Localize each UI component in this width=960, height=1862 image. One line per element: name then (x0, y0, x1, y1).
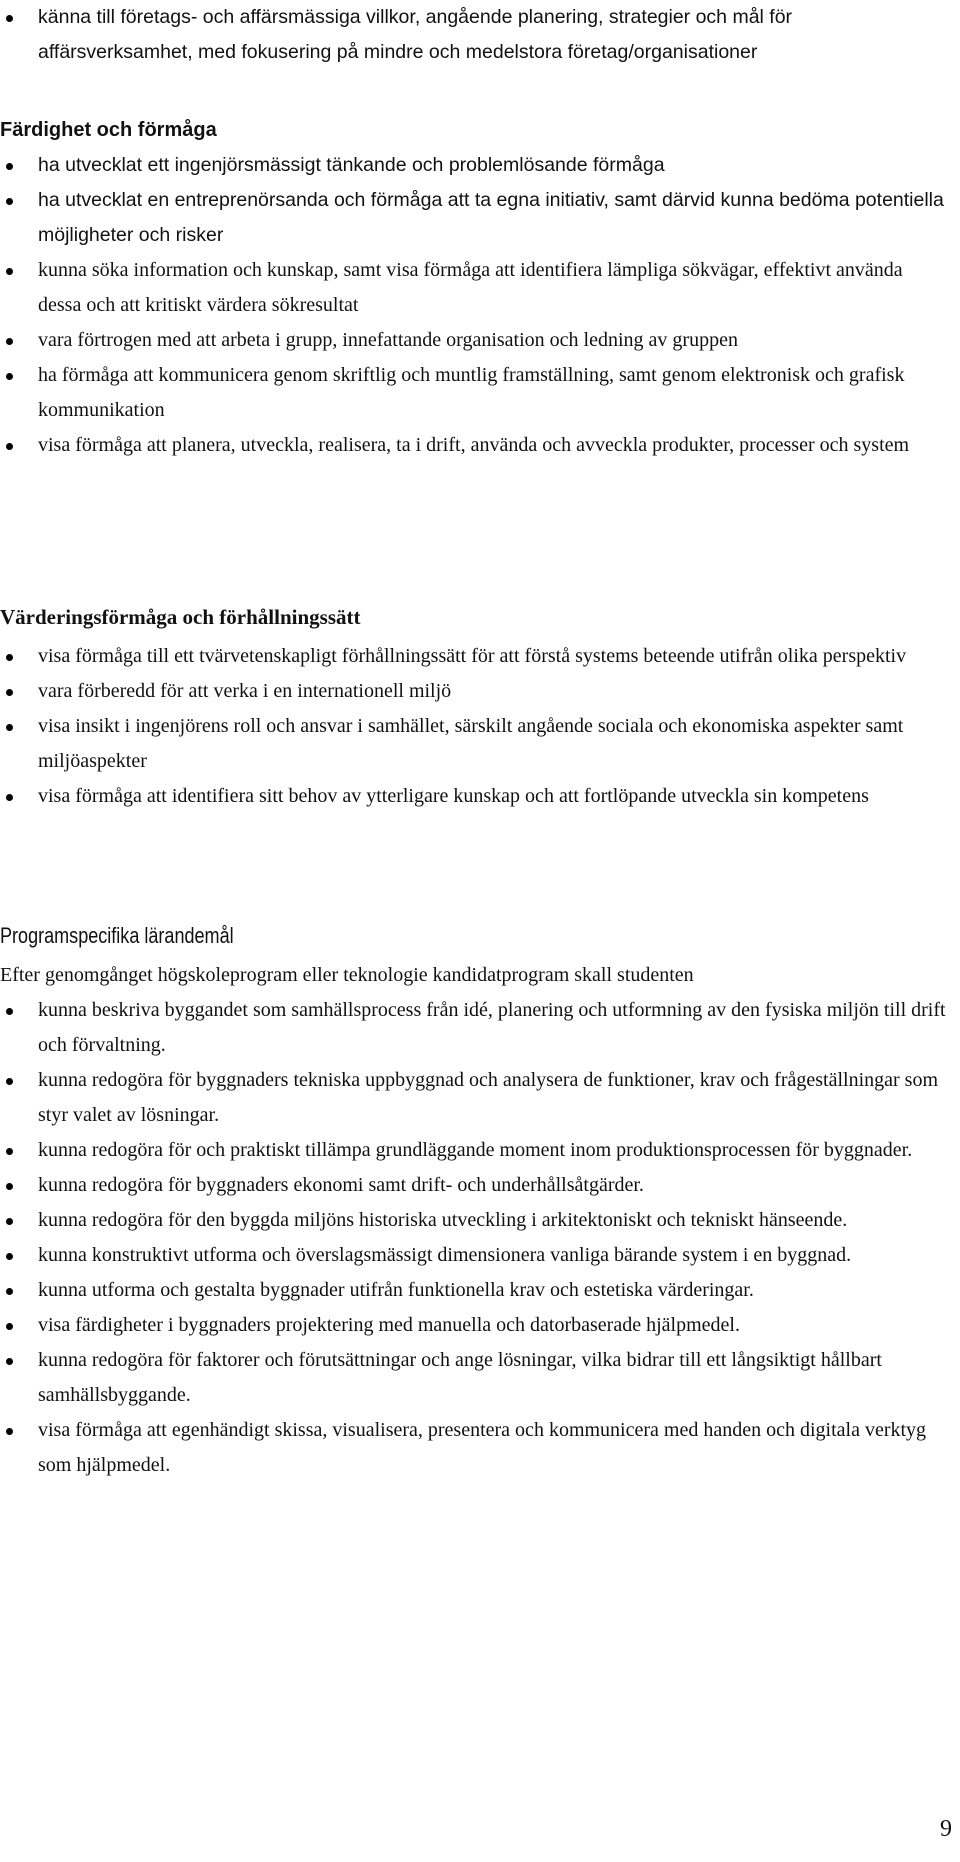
list-item: kunna redogöra för byggnaders tekniska uppbyggnad och analysera de funktioner, krav och frågeställningar som styr valet av lösningar. (0, 1063, 950, 1133)
section-heading: Färdighet och förmåga (0, 119, 217, 141)
list-item: kunna redogöra för och praktiskt tillämpa grundläggande moment inom produktionsprocessen för byggnader. (0, 1133, 950, 1168)
list-item: visa färdigheter i byggnaders projektering med manuella och datorbaserade hjälpmedel. (0, 1308, 950, 1343)
list-item: kunna redogöra för den byggda miljöns historiska utveckling i arkitektoniskt och tekniskt hänseende. (0, 1203, 950, 1238)
list-item: visa förmåga att egenhändigt skissa, visualisera, presentera och kommunicera med handen och digitala verktyg som hjälpmedel. (0, 1413, 950, 1483)
list-item: ha utvecklat en entreprenörsanda och förmåga att ta egna initiativ, samt därvid kunna bedöma potentiella möjligheter och risker (0, 183, 950, 253)
list-item: vara förberedd för att verka i en internationell miljö (0, 674, 950, 709)
intro-paragraph: Efter genomgånget högskoleprogram eller teknologie kandidatprogram skall studenten (0, 964, 694, 986)
section-skills (0, 114, 950, 463)
section-heading: Värderingsförmåga och förhållningssätt (0, 605, 361, 629)
list-item: kunna konstruktivt utforma och överslagsmässigt dimensionera vanliga bärande system i en byggnad. (0, 1238, 950, 1273)
section-values (0, 600, 950, 814)
top-list (0, 0, 950, 70)
list-item: visa insikt i ingenjörens roll och ansvar i samhället, särskilt angående sociala och ekonomiska aspekter samt miljöaspekter (0, 709, 950, 779)
list-item: kunna redogöra för byggnaders ekonomi samt drift- och underhållsåtgärder. (0, 1168, 950, 1203)
list-item: kunna utforma och gestalta byggnader utifrån funktionella krav och estetiska värderingar. (0, 1273, 950, 1308)
list-item: visa förmåga till ett tvärvetenskapligt förhållningssätt för att förstå systems beteende utifrån olika perspektiv (0, 639, 950, 674)
list-item: visa förmåga att identifiera sitt behov av ytterligare kunskap och att fortlöpande utveckla sin kompetens (0, 779, 950, 814)
section-heading: Programspecifika lärandemål (0, 923, 234, 948)
section-program-goals (0, 918, 950, 1483)
list-item: ha utvecklat ett ingenjörsmässigt tänkande och problemlösande förmåga (0, 148, 950, 183)
list-item: vara förtrogen med att arbeta i grupp, innefattande organisation och ledning av gruppen (0, 323, 950, 358)
list-item: ha förmåga att kommunicera genom skriftlig och muntlig framställning, samt genom elektronisk och grafisk kommunikation (0, 358, 950, 428)
list-item: kunna söka information och kunskap, samt visa förmåga att identifiera lämpliga sökvägar, effektivt använda dessa och att kritiskt värdera sökresultat (0, 253, 950, 323)
list-item: kunna beskriva byggandet som samhällsprocess från idé, planering och utformning av den fysiska miljön till drift och förvaltning. (0, 993, 950, 1063)
list-item: känna till företags- och affärsmässiga villkor, angående planering, strategier och mål för affärsverksamhet, med fokusering på mindre och medelstora företag/organisationer (0, 0, 950, 70)
page-number: 9 (940, 1816, 952, 1842)
list-item: kunna redogöra för faktorer och förutsättningar och ange lösningar, vilka bidrar till ett långsiktigt hållbart samhällsbyggande. (0, 1343, 950, 1413)
list-item: visa förmåga att planera, utveckla, realisera, ta i drift, använda och avveckla produkter, processer och system (0, 428, 950, 463)
